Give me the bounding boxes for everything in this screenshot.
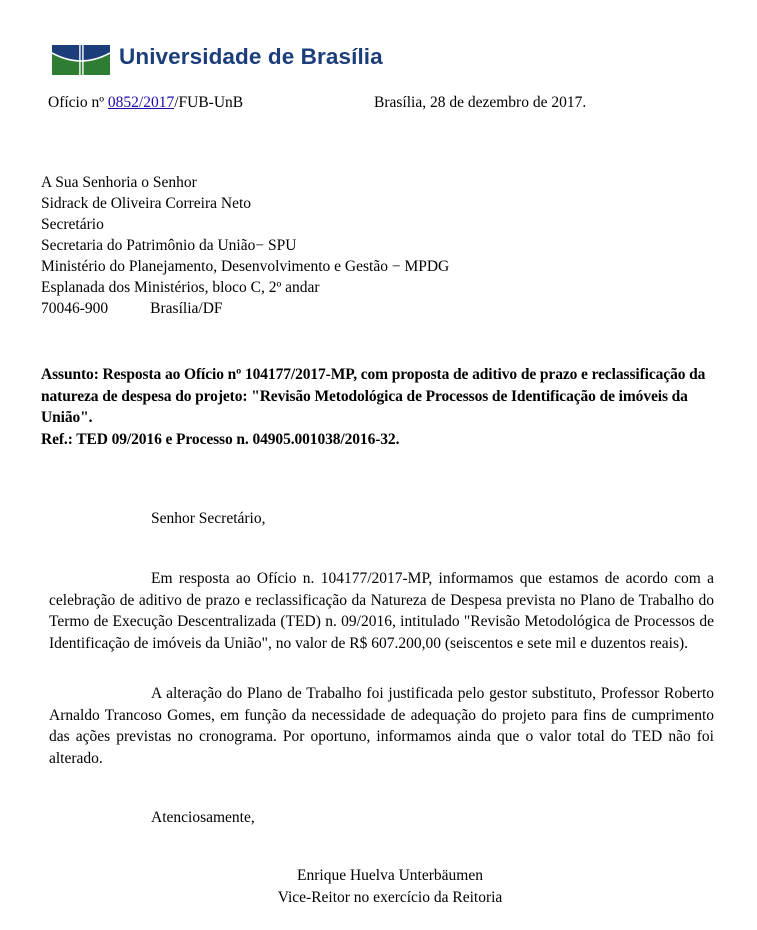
subject-assunto: Assunto: Resposta ao Ofício nº 104177/2017-MP, com proposta de aditivo de prazo e reclassificação da natureza de despesa do projeto: "Revisão Metodológica de Processos de Identificação de imóveis da União".: [41, 366, 706, 426]
place-date: Brasília, 28 de dezembro de 2017.: [374, 94, 587, 111]
oficio-number: [48, 94, 243, 112]
brand-name: Universidade de Brasília: [119, 44, 383, 69]
salutation: Senhor Secretário,: [151, 510, 266, 527]
signatory-title: Vice-Reitor no exercício da Reitoria: [277, 889, 503, 906]
recipient-cep-city: [41, 298, 449, 319]
body-paragraph-1: [49, 568, 714, 654]
body-paragraph-2: [49, 683, 714, 769]
subject-block: [41, 364, 711, 450]
closing: Atenciosamente,: [151, 809, 255, 826]
city: Brasília/DF: [150, 300, 223, 317]
recipient-line: Sidrack de Oliveira Correira Neto: [41, 195, 252, 212]
subject-ref: Ref.: TED 09/2016 e Processo n. 04905.001038/2016-32.: [41, 430, 400, 448]
recipient-line: A Sua Senhoria o Senhor: [41, 174, 197, 191]
oficio-prefix: Ofício nº: [48, 94, 108, 111]
recipient-line: Ministério do Planejamento, Desenvolvimento e Gestão − MPDG: [41, 258, 450, 275]
recipient-line: Secretário: [41, 216, 104, 233]
oficio-suffix: /FUB-UnB: [174, 94, 244, 111]
recipient-line: Esplanada dos Ministérios, bloco C, 2º andar: [41, 279, 320, 296]
recipient-block: [41, 172, 449, 319]
signatory-name: Enrique Huelva Unterbäumen: [297, 867, 483, 884]
unb-logo-icon: [52, 45, 110, 75]
oficio-number-link[interactable]: 0852/2017: [107, 94, 175, 111]
paragraph-2-text: A alteração do Plano de Trabalho foi justificada pelo gestor substituto, Professor Roberto Arnaldo Trancoso Gomes, em função da necessidade de adequação do projeto para fins de cumprimento das ações previstas no cronograma. Por oportuno, informamos ainda que o valor total do TED não foi alterado.: [49, 685, 714, 767]
recipient-line: Secretaria do Patrimônio da União− SPU: [41, 237, 297, 254]
cep: 70046-900: [41, 300, 109, 317]
paragraph-1-text: Em resposta ao Ofício n. 104177/2017-MP, informamos que estamos de acordo com a celebração de aditivo de prazo e reclassificação da Natureza de Despesa prevista no Plano de Trabalho do Termo de Execução Descentralizada (TED) n. 09/2016, intitulado "Revisão Metodológica de Processos de Identificação de imóveis da União", no valor de R$ 607.200,00 (seiscentos e sete mil e duzentos reais).: [49, 570, 714, 652]
